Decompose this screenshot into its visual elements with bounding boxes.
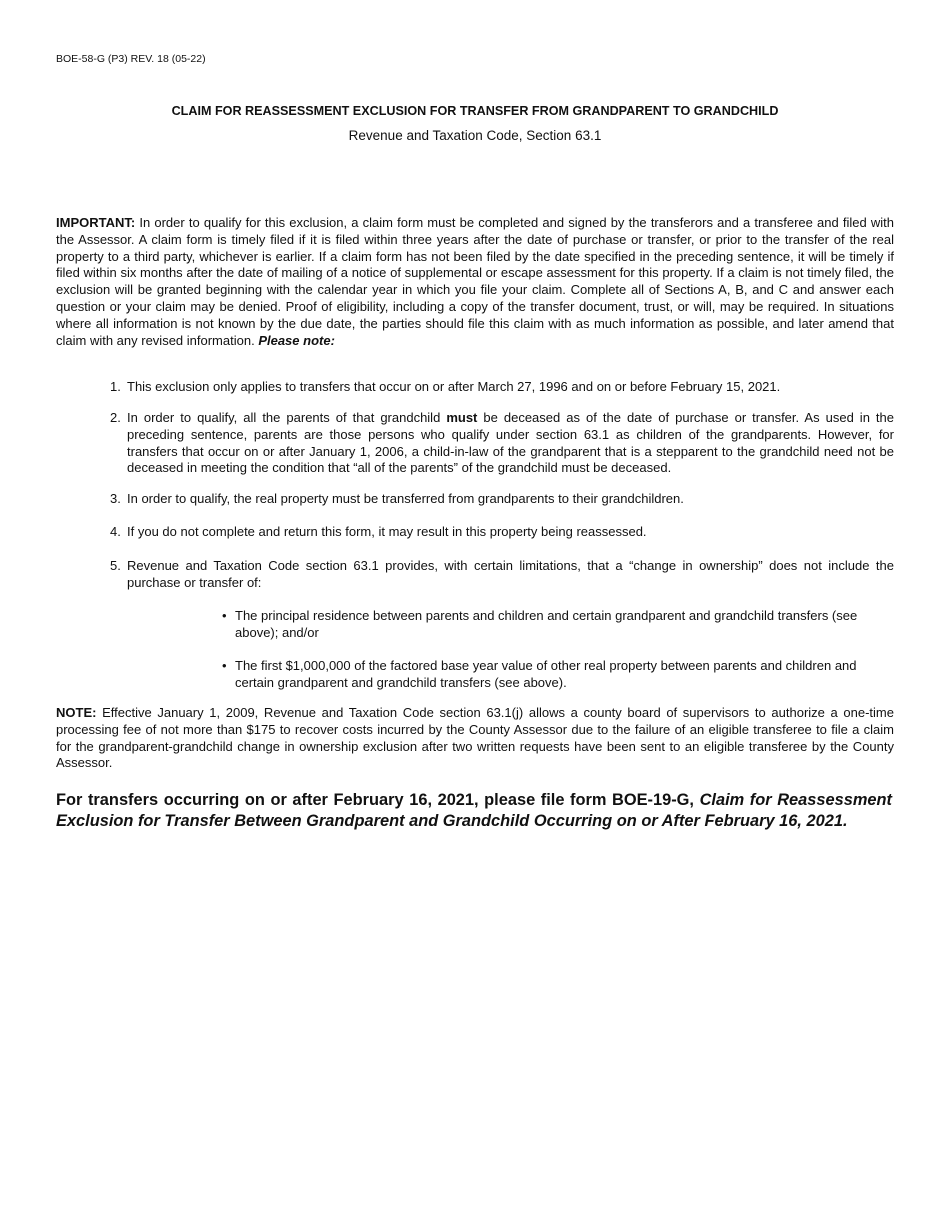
transfers-text: For transfers occurring on or after February 16, 2021, please file form BOE-19-G, bbox=[56, 791, 700, 809]
important-text: In order to qualify for this exclusion, a claim form must be completed and signed by the transferors and a transferee and filed with the Assessor. A claim form is timely filed if it is filed within three years after the date of purchase or transfer, or prior to the transfer of the real property to a third party, whichever is earlier. If a claim form has not been filed by the date specified in the preceding sentence, it will be timely if filed within six months after the date of mailing of a notice of supplemental or escape assessment for this property. If a claim is not timely filed, the exclusion will be granted beginning with the calendar year in which you file your claim. Complete all of Sections A, B, and C and answer each question or your claim may be denied. Proof of eligibility, including a copy of the transfer document, trust, or will, may be required. In situations where all information is not known by the due date, the parties should file this claim with as much information as possible, and later amend that claim with any revised information. bbox=[56, 215, 894, 348]
page-subtitle: Revenue and Taxation Code, Section 63.1 bbox=[348, 128, 602, 143]
list-text-must: must bbox=[446, 410, 478, 425]
list-text: This exclusion only applies to transfers that occur on or after March 27, 1996 and on or before February 15, 2021. bbox=[127, 379, 781, 394]
bullet-text: The principal residence between parents and children and certain grandparent and grandchild transfers (see above); and/or bbox=[235, 608, 858, 640]
list-text bbox=[127, 410, 894, 477]
bullet-icon: • bbox=[222, 658, 227, 673]
list-number: 4. bbox=[110, 524, 121, 539]
note-text: Effective January 1, 2009, Revenue and Taxation Code section 63.1(j) allows a county board of supervisors to authorize a one-time processing fee of not more than $175 to recover costs incurred by the County Assessor due to the failure of an eligible transferee to file a claim for the grandparent-grandchild change in ownership exclusion after two written requests have been sent to an eligible transferee by the County Assessor. bbox=[56, 705, 894, 771]
list-number: 2. bbox=[110, 410, 121, 425]
list-item bbox=[110, 410, 894, 477]
list-text-post: be deceased as of the date of purchase or transfer. As used in the preceding sentence, parents are those persons who qualify under section 63.1 as children of the grandparents. However, for transfers that occur on or after January 1, 2006, a child-in-law of the grandparent that is a stepparent to the grandchild need not be deceased in meeting the condition that “all of the parents” of the grandchild must be deceased. bbox=[127, 410, 895, 476]
note-label: NOTE: bbox=[56, 705, 97, 720]
list-text: Revenue and Taxation Code section 63.1 provides, with certain limitations, that a “change in ownership” does not include the purchase or transfer of: bbox=[127, 558, 894, 590]
list-text: If you do not complete and return this form, it may result in this property being reassessed. bbox=[127, 524, 647, 539]
bullet-item bbox=[222, 608, 894, 642]
list-text-pre: In order to qualify, all the parents of that grandchild bbox=[127, 410, 447, 425]
bullet-text: The first $1,000,000 of the factored base year value of other real property between parents and children and certain grandparent and grandchild transfers (see above). bbox=[235, 658, 857, 690]
list-item bbox=[110, 491, 894, 508]
please-note: Please note: bbox=[258, 332, 335, 348]
transfers-form-title: Claim for Reassessment Exclusion for Transfer Between Grandparent and Grandchild Occurring on or After February 16, 2021. bbox=[56, 791, 892, 830]
bullet-icon: • bbox=[222, 608, 227, 623]
important-label: IMPORTANT: bbox=[56, 215, 136, 230]
list-number: 3. bbox=[110, 491, 121, 506]
important-paragraph bbox=[56, 215, 894, 349]
page-title: CLAIM FOR REASSESSMENT EXCLUSION FOR TRANSFER FROM GRANDPARENT TO GRANDCHILD bbox=[171, 104, 779, 118]
note-paragraph bbox=[56, 705, 894, 772]
list-text: In order to qualify, the real property must be transferred from grandparents to their grandchildren. bbox=[127, 491, 684, 506]
list-item bbox=[110, 379, 894, 396]
list-item bbox=[110, 558, 894, 592]
list-number: 1. bbox=[110, 379, 121, 394]
form-id: BOE-58-G (P3) REV. 18 (05-22) bbox=[56, 53, 206, 65]
list-number: 5. bbox=[110, 558, 121, 573]
list-item bbox=[110, 524, 894, 541]
transfers-notice bbox=[56, 790, 892, 831]
bullet-item bbox=[222, 658, 894, 692]
